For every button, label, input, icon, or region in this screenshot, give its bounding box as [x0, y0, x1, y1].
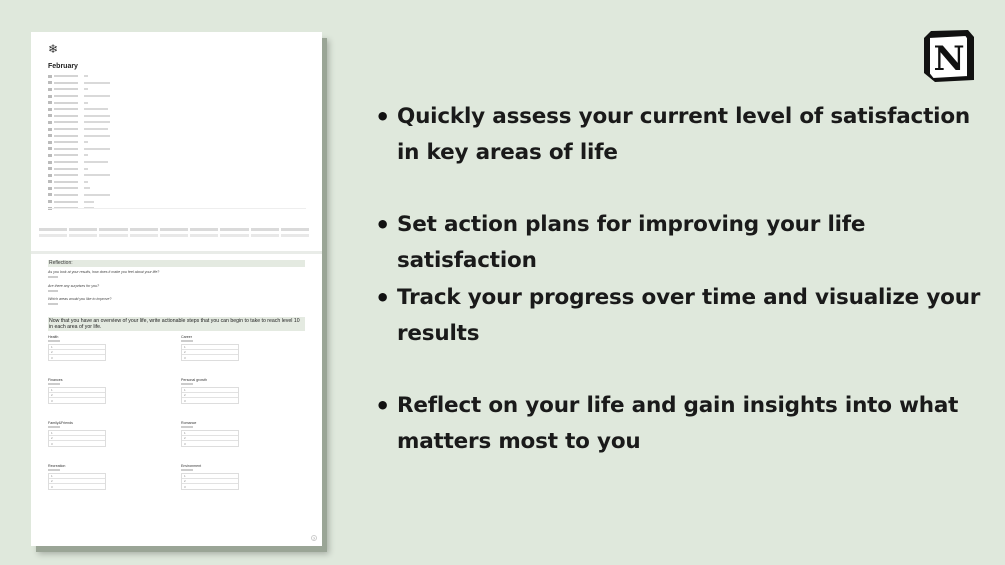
- property-row[interactable]: [48, 73, 308, 80]
- area-name: Environment: [181, 464, 202, 468]
- property-row[interactable]: [48, 139, 308, 146]
- table-header-row: [39, 228, 309, 231]
- feature-text: Set action plans for improving your life satisfaction: [397, 212, 866, 273]
- divider: [48, 208, 306, 209]
- property-row[interactable]: [48, 93, 308, 100]
- answer-2[interactable]: [48, 290, 58, 292]
- area-name: Family&Friends: [48, 421, 73, 425]
- logo-letter: N: [933, 39, 965, 79]
- action-line[interactable]: 3: [184, 355, 186, 360]
- property-row[interactable]: [48, 113, 308, 120]
- action-line[interactable]: 3: [184, 398, 186, 403]
- notion-page-mockup: [31, 32, 322, 546]
- property-row[interactable]: [48, 126, 308, 133]
- area-field: [48, 383, 60, 385]
- area-block: [48, 464, 128, 490]
- action-line[interactable]: 2: [49, 350, 105, 355]
- page-title: February: [48, 63, 78, 70]
- area-name: Health: [48, 335, 59, 339]
- action-line[interactable]: 2: [49, 479, 105, 484]
- action-line[interactable]: 1: [182, 388, 238, 393]
- property-row[interactable]: [48, 152, 308, 159]
- area-block: [181, 335, 261, 361]
- area-field: [48, 469, 60, 471]
- area-field: [181, 383, 193, 385]
- action-line[interactable]: 3: [51, 355, 53, 360]
- action-list: [181, 473, 239, 490]
- area-block: [48, 421, 128, 447]
- action-list: [48, 387, 106, 404]
- feature-item: • Track your progress over time and visualize your results: [375, 280, 995, 352]
- area-name: Career: [181, 335, 192, 339]
- action-line[interactable]: 2: [182, 479, 238, 484]
- property-list: [48, 73, 308, 211]
- property-row[interactable]: [48, 165, 308, 172]
- property-row[interactable]: [48, 185, 308, 192]
- action-line[interactable]: 1: [49, 345, 105, 350]
- property-row[interactable]: [48, 179, 308, 186]
- feature-text: Track your progress over time and visualize your results: [397, 285, 981, 346]
- action-line[interactable]: 3: [184, 484, 186, 489]
- action-line[interactable]: 1: [49, 474, 105, 479]
- action-line[interactable]: 1: [49, 431, 105, 436]
- snowflake-icon: ❄: [48, 42, 59, 56]
- action-line[interactable]: 1: [49, 388, 105, 393]
- area-field: [181, 469, 193, 471]
- action-line[interactable]: 1: [182, 431, 238, 436]
- property-row[interactable]: [48, 172, 308, 179]
- help-button[interactable]: ?: [312, 536, 316, 541]
- action-line[interactable]: 3: [51, 441, 53, 446]
- overview-callout: Now that you have an overview of your life, write actionable steps that you can begin to take to reach level 10 in each area of yor life.: [48, 317, 305, 331]
- area-block: [181, 464, 261, 490]
- action-line[interactable]: 2: [182, 350, 238, 355]
- action-line[interactable]: 2: [49, 393, 105, 398]
- area-field: [48, 426, 60, 428]
- action-line[interactable]: 2: [49, 436, 105, 441]
- action-list: [181, 344, 239, 361]
- property-row[interactable]: [48, 99, 308, 106]
- property-row[interactable]: [48, 146, 308, 153]
- feature-item: • Quickly assess your current level of satisfaction in key areas of life: [375, 99, 995, 171]
- action-line[interactable]: 3: [51, 484, 53, 489]
- feature-text: Quickly assess your current level of satisfaction in key areas of life: [397, 104, 971, 165]
- property-row[interactable]: [48, 159, 308, 166]
- area-block: [48, 378, 128, 404]
- action-list: [48, 430, 106, 447]
- property-row[interactable]: [48, 106, 308, 113]
- property-row[interactable]: [48, 119, 308, 126]
- property-row[interactable]: [48, 192, 308, 199]
- question-3: Which areas would you like to improve?: [48, 297, 112, 301]
- answer-3[interactable]: [48, 303, 58, 305]
- section-divider: [31, 251, 322, 254]
- property-row[interactable]: [48, 86, 308, 93]
- action-list: [48, 344, 106, 361]
- action-line[interactable]: 2: [182, 436, 238, 441]
- area-name: Personal growth: [181, 378, 207, 382]
- area-name: Romance: [181, 421, 197, 425]
- action-line[interactable]: 1: [182, 345, 238, 350]
- area-block: [181, 378, 261, 404]
- reflection-heading: Reflection:: [48, 260, 305, 267]
- area-field: [181, 340, 193, 342]
- area-block: [181, 421, 261, 447]
- question-2: Are there any surprises for you?: [48, 284, 100, 288]
- feature-item: • Reflect on your life and gain insights into what matters most to you: [375, 388, 995, 460]
- action-list: [48, 473, 106, 490]
- action-line[interactable]: 1: [182, 474, 238, 479]
- area-field: [181, 426, 193, 428]
- area-name: Recreation: [48, 464, 66, 468]
- area-block: [48, 335, 128, 361]
- area-field: [48, 340, 60, 342]
- property-row[interactable]: [48, 198, 308, 205]
- property-row[interactable]: [48, 132, 308, 139]
- notion-logo-icon: [921, 28, 976, 84]
- feature-text: Reflect on your life and gain insights into what matters most to you: [397, 393, 959, 454]
- feature-item: • Set action plans for improving your life satisfaction: [375, 207, 995, 279]
- property-row[interactable]: [48, 80, 308, 87]
- question-1: As you look at your results, how does it make you feel about your life?: [48, 270, 160, 274]
- area-name: Finances: [48, 378, 63, 382]
- action-list: [181, 430, 239, 447]
- action-line[interactable]: 2: [182, 393, 238, 398]
- answer-1[interactable]: [48, 276, 58, 278]
- table-row: [39, 234, 309, 237]
- action-list: [181, 387, 239, 404]
- action-line[interactable]: 3: [51, 398, 53, 403]
- action-line[interactable]: 3: [184, 441, 186, 446]
